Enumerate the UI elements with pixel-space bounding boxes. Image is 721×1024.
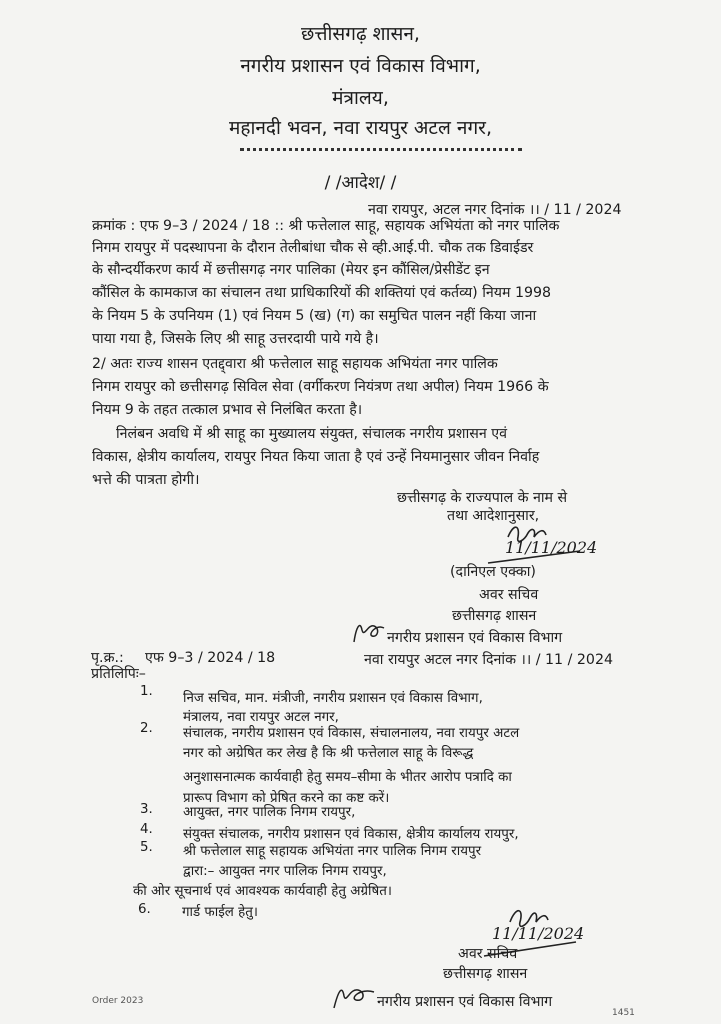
copy-item-line: आयुक्त, नगर पालिक निगम रायपुर, bbox=[183, 805, 356, 820]
copy-item-line: की ओर सूचनार्थ एवं आवश्यक कार्यवाही हेतु अग्रेषित। bbox=[133, 884, 392, 899]
copy-item-number: 1. bbox=[140, 684, 153, 699]
header-department: नगरीय प्रशासन एवं विकास विभाग, bbox=[240, 55, 481, 77]
copy-item-number: 4. bbox=[140, 822, 153, 837]
footer-department: नगरीय प्रशासन एवं विकास विभाग bbox=[377, 994, 553, 1010]
copy-item-number: 3. bbox=[140, 802, 153, 817]
para1-line: निगम रायपुर में पदस्थापना के दौरान तेलीबांधा चौक से व्ही.आई.पी. चौक तक डिवाईडर bbox=[92, 240, 534, 256]
endorsement-place-date: नवा रायपुर अटल नगर दिनांक ।। / 11 / 2024 bbox=[364, 652, 613, 668]
copy-item-line: मंत्रालय, नवा रायपुर अटल नगर, bbox=[183, 710, 339, 725]
copy-item-line: संयुक्त संचालक, नगरीय प्रशासन एवं विकास, क्षेत्रीय कार्यालय रायपुर, bbox=[183, 827, 519, 842]
copy-item-line: द्वारा:– आयुक्त नगर पालिक निगम रायपुर, bbox=[183, 864, 387, 879]
para3-line: भत्ते की पात्रता होगी। bbox=[92, 472, 200, 488]
signatory-government: छत्तीसगढ़ शासन bbox=[452, 608, 537, 624]
governor-line: छत्तीसगढ़ के राज्यपाल के नाम से bbox=[397, 490, 568, 506]
copy-item-number: 6. bbox=[138, 902, 151, 917]
copy-item-number: 2. bbox=[140, 721, 153, 736]
endorsement-designation: अवर सचिव bbox=[458, 946, 518, 962]
copy-to-label: प्रतिलिपिः– bbox=[91, 666, 146, 682]
endorsement-department: नगरीय प्रशासन एवं विकास विभाग bbox=[387, 630, 563, 646]
order-place-date: नवा रायपुर, अटल नगर दिनांक ।। / 11 / 2024 bbox=[368, 202, 622, 218]
copy-item-line: अनुशासनात्मक कार्यवाही हेतु समय–सीमा के भीतर आरोप पत्रादि का bbox=[183, 770, 512, 785]
copy-item-number: 5. bbox=[140, 840, 153, 855]
order-title: / /आदेश/ / bbox=[324, 173, 397, 193]
footer-left-note: Order 2023 bbox=[92, 996, 144, 1006]
signature-1-date: 11/11/2024 bbox=[505, 538, 598, 557]
signatory-designation: अवर सचिव bbox=[479, 587, 539, 603]
order-line: तथा आदेशानुसार, bbox=[447, 508, 540, 524]
copy-item-line: निज सचिव, मान. मंत्रीजी, नगरीय प्रशासन एवं विकास विभाग, bbox=[183, 691, 483, 706]
para3-line: निलंबन अवधि में श्री साहू का मुख्यालय संयुक्त, संचालक नगरीय प्रशासन एवं bbox=[116, 426, 507, 442]
para1-line: के नियम 5 के उपनियम (1) एवं नियम 5 (ख) (ग) का समुचित पालन नहीं किया जाना bbox=[92, 308, 537, 324]
para1-line: कौंसिल के कामकाज का संचालन तथा प्राधिकारियों की शक्तियां एवं कर्तव्य) नियम 1998 bbox=[92, 285, 552, 301]
copy-item-line: श्री फत्तेलाल साहू सहायक अभियंता नगर पालिक निगम रायपुर bbox=[183, 844, 482, 859]
header-government: छत्तीसगढ़ शासन, bbox=[301, 23, 420, 45]
para2-line: नियम 9 के तहत तत्काल प्रभाव से निलंबित करता है। bbox=[92, 402, 363, 418]
header-ministry: मंत्रालय, bbox=[332, 87, 389, 109]
para3-line: विकास, क्षेत्रीय कार्यालय, रायपुर नियत किया जाता है एवं उन्हें नियमानुसार जीवन निर्वाह bbox=[92, 449, 540, 465]
para1-line: पाया गया है, जिसके लिए श्री साहू उत्तरदायी पाये गये है। bbox=[92, 331, 379, 347]
para1-line: के सौन्दर्यीकरण कार्य में छत्तीसगढ़ नगर पालिका (मेयर इन कौंसिल/प्रेसीडेंट इन bbox=[92, 262, 490, 278]
header-divider bbox=[240, 148, 522, 151]
endorsement-ref-number: एफ 9–3 / 2024 / 18 bbox=[145, 650, 276, 666]
signatory-name: (दानिएल एक्का) bbox=[450, 564, 536, 580]
copy-item-line: नगर को अग्रेषित कर लेख है कि श्री फत्तेलाल साहू के विरूद्ध bbox=[183, 746, 474, 761]
copy-item-line: गार्ड फाईल हेतु। bbox=[182, 905, 258, 920]
para2-line: 2/ अतः राज्य शासन एतद्द्वारा श्री फत्तेलाल साहू सहायक अभियंता नगर पालिक bbox=[92, 356, 498, 372]
initial-scribble-1 bbox=[350, 616, 390, 646]
para2-line: निगम रायपुर को छत्तीसगढ़ सिविल सेवा (वर्गीकरण नियंत्रण तथा अपील) नियम 1966 के bbox=[92, 379, 549, 395]
footer-right-note: 1451 bbox=[612, 1008, 635, 1018]
endorsement-ref-label: पृ.क्र.: bbox=[91, 650, 124, 666]
para1-line: क्रमांक : एफ 9–3 / 2024 / 18 :: श्री फत्तेलाल साहू, सहायक अभियंता को नगर पालिक bbox=[92, 218, 560, 234]
endorsement-government: छत्तीसगढ़ शासन bbox=[443, 966, 528, 982]
copy-item-line: संचालक, नगरीय प्रशासन एवं विकास, संचालनालय, नवा रायपुर अटल bbox=[183, 726, 520, 741]
signature-2-date: 11/11/2024 bbox=[492, 924, 585, 943]
header-address: महानदी भवन, नवा रायपुर अटल नगर, bbox=[229, 117, 492, 139]
copy-item-line: प्रारूप विभाग को प्रेषित करने का कष्ट करें। bbox=[183, 791, 390, 806]
